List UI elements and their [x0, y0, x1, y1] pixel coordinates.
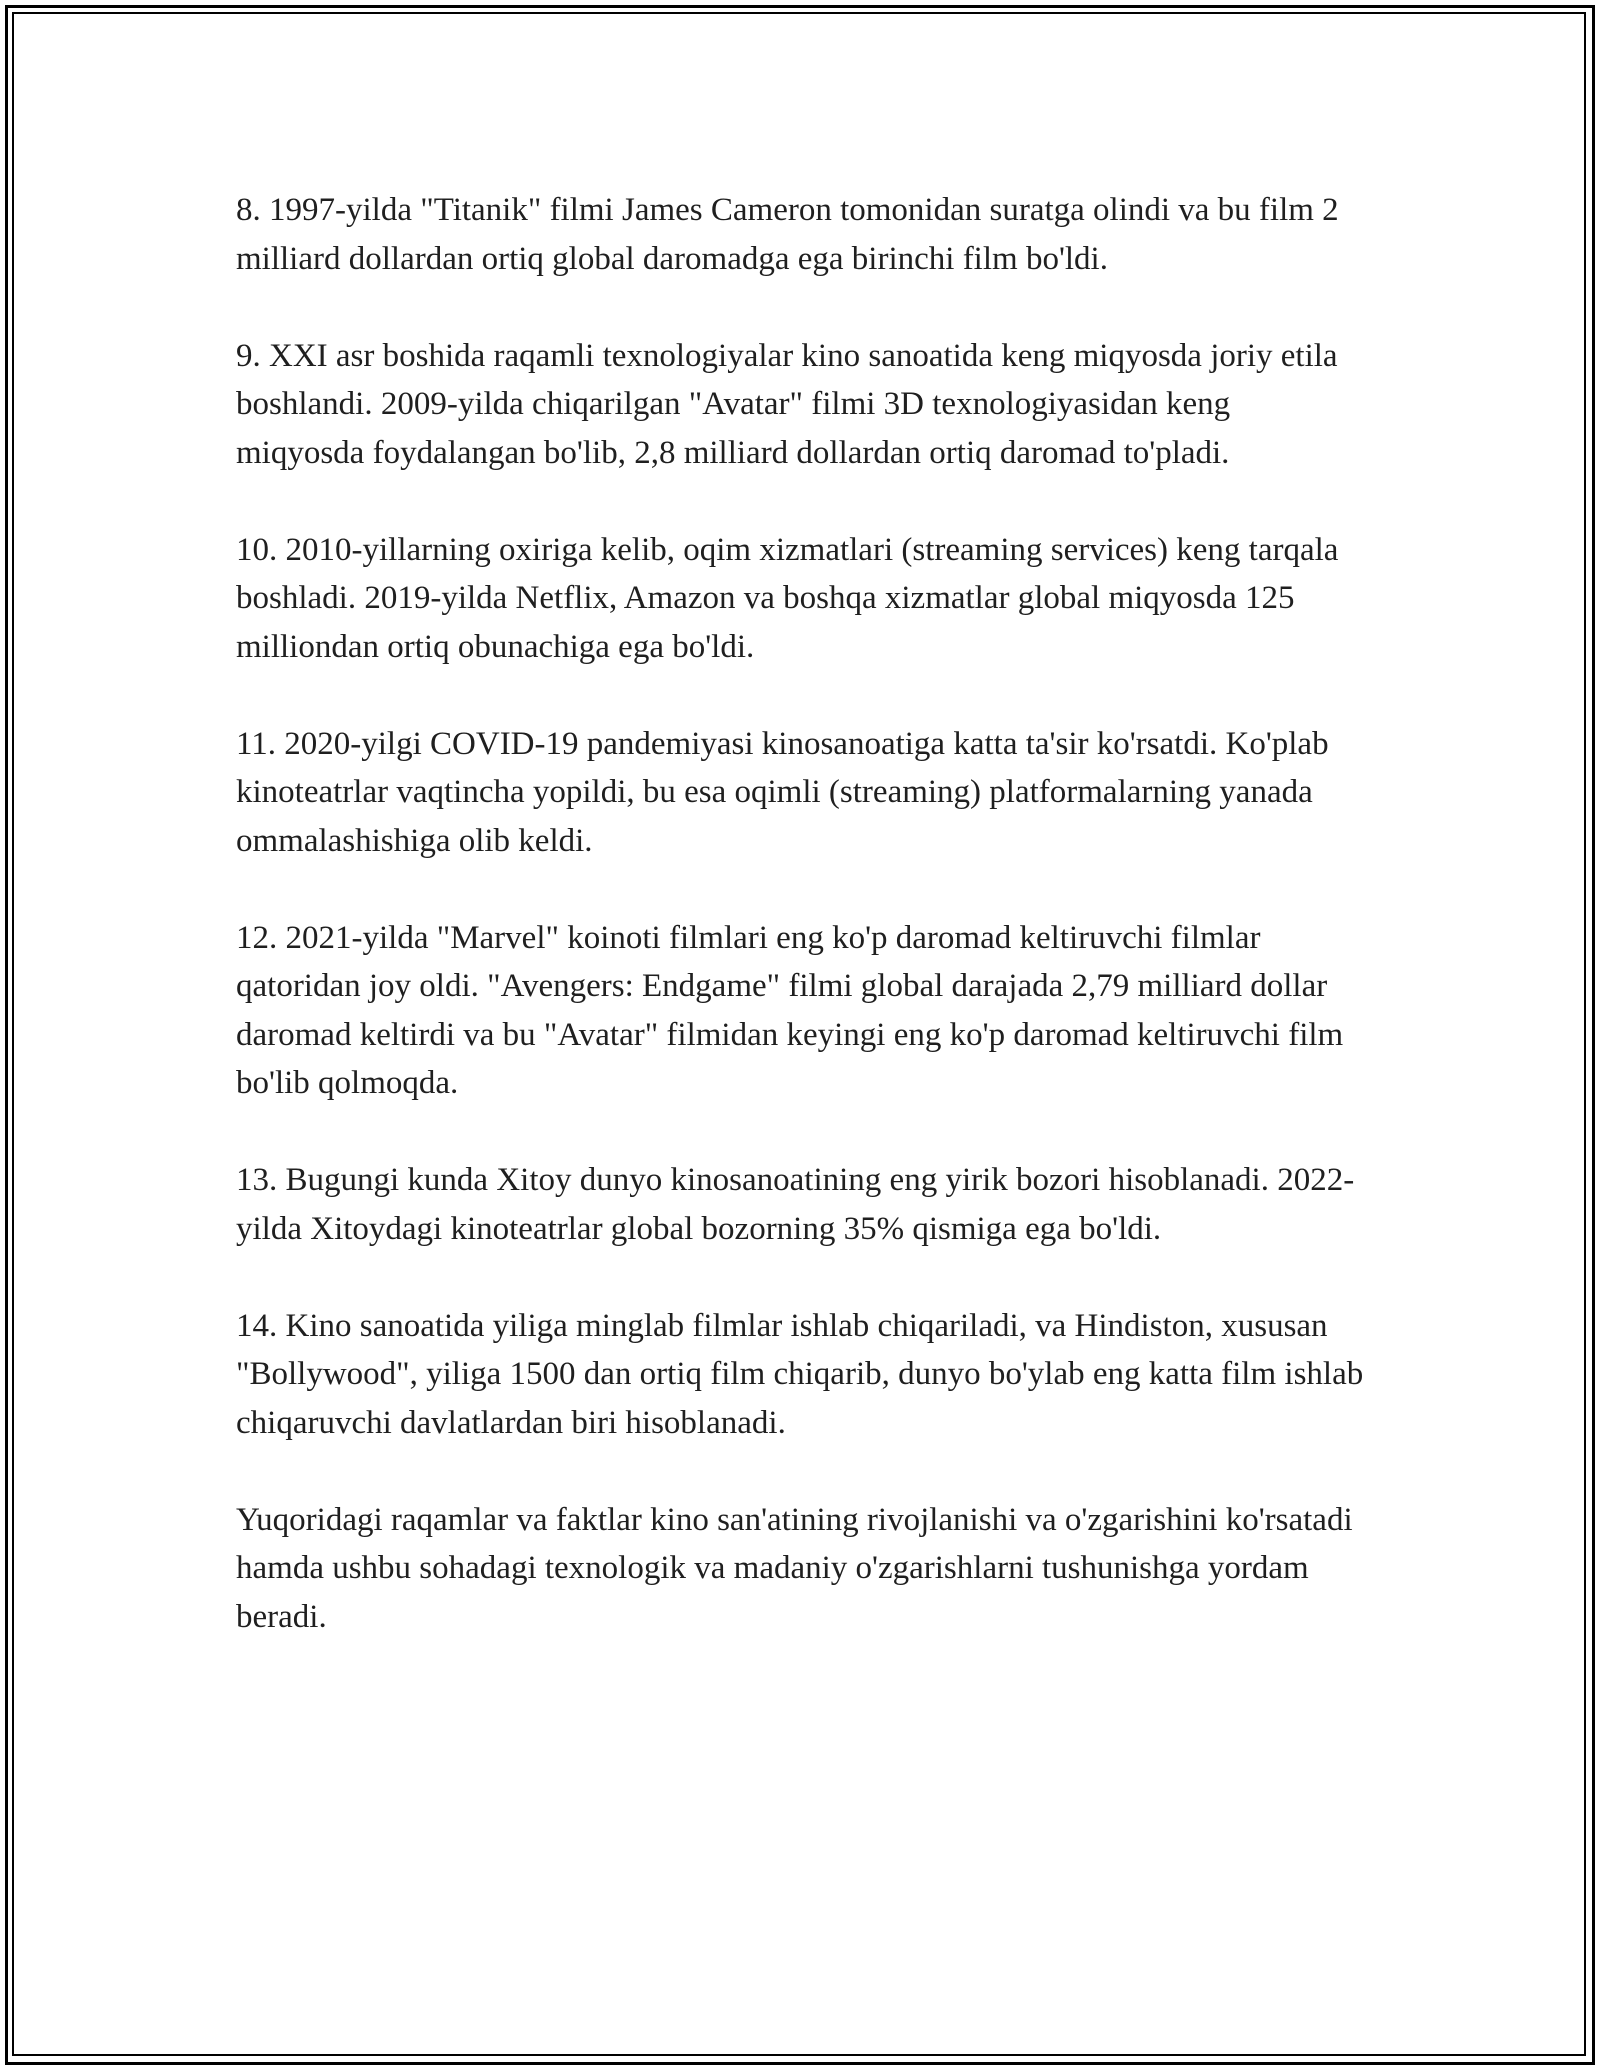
conclusion-paragraph: Yuqoridagi raqamlar va faktlar kino san'atining rivojlanishi va o'zgarishini ko'rsatadi hamda ushbu sohadagi texnologik va madaniy o'zgarishlarni tushunishga yordam beradi. [236, 1501, 1353, 1635]
paragraph-9: 9. XXI asr boshida raqamli texnologiyalar kino sanoatida keng miqyosda joriy etila boshlandi. 2009-yilda chiqarilgan "Avatar" filmi 3D texnologiyasidan keng miqyosda foydalangan bo'lib, 2,8 milliard dollardan ortiq daromad to'pladi. [236, 337, 1338, 471]
paragraph-8: 8. 1997-yilda "Titanik" filmi James Cameron tomonidan suratga olindi va bu film 2 milliard dollardan ortiq global daromadga ega birinchi film bo'ldi. [236, 192, 1339, 277]
paragraph-12: 12. 2021-yilda "Marvel" koinoti filmlari eng ko'p daromad keltiruvchi filmlar qatoridan joy oldi. "Avengers: Endgame" filmi global darajada 2,79 milliard dollar daromad keltirdi va bu "Avatar" filmidan keyingi eng ko'p daromad keltiruvchi film bo'lib qolmoqda. [236, 919, 1344, 1101]
paragraph-10: 10. 2010-yillarning oxiriga kelib, oqim xizmatlari (streaming services) keng tarqala boshladi. 2019-yilda Netflix, Amazon va boshqa xizmatlar global miqyosda 125 milliondan ortiq obunachiga ega bo'ldi. [236, 531, 1339, 665]
paragraph-11: 11. 2020-yilgi COVID-19 pandemiyasi kinosanoatiga katta ta'sir ko'rsatdi. Ko'plab kinoteatrlar vaqtincha yopildi, bu esa oqimli (streaming) platformalarning yanada ommalashishiga olib keldi. [236, 725, 1329, 859]
document-body [236, 186, 1366, 1641]
paragraph-13: 13. Bugungi kunda Xitoy dunyo kinosanoatining eng yirik bozori hisoblanadi. 2022-yilda Xitoydagi kinoteatrlar global bozorning 35% qismiga ega bo'ldi. [236, 1162, 1355, 1247]
paragraph-14: 14. Kino sanoatida yiliga minglab filmlar ishlab chiqariladi, va Hindiston, xususan "Bollywood", yiliga 1500 dan ortiq film chiqarib, dunyo bo'ylab eng katta film ishlab chiqaruvchi davlatlardan biri hisoblanadi. [236, 1307, 1364, 1441]
